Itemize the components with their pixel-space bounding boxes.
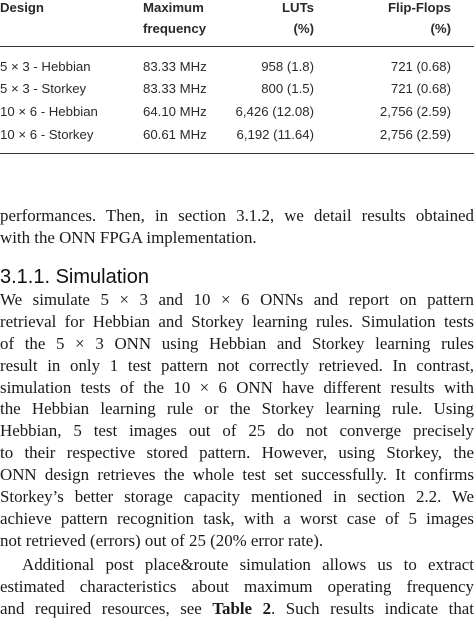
header-flip-flops: Flip-Flops: [388, 0, 451, 15]
intro-paragraph: [0, 205, 474, 249]
text-line: Hebbian, 5 test images out of 25 do not converge precisely: [0, 421, 474, 441]
header-max-frequency-line2: frequency: [143, 21, 207, 36]
cell-design: 5 × 3 - Hebbian: [0, 59, 91, 74]
cell-design: 5 × 3 - Storkey: [0, 81, 87, 96]
text-line: We simulate 5 × 3 and 10 × 6 ONNs and report on pattern: [0, 290, 474, 309]
text-segment: . Such results indicate that: [271, 598, 474, 618]
text-line: the Hebbian learning rule or the Storkey learning rule. Using: [0, 399, 474, 419]
cell-flip-flops: 721 (0.68): [390, 59, 451, 74]
cell-frequency: 83.33 MHz: [143, 59, 207, 74]
table-row: [0, 57, 474, 77]
text-line: estimated characteristics about maximum operating frequency: [0, 576, 474, 596]
text-line: to their respective stored pattern. However, using Storkey, the: [0, 443, 474, 463]
text-line: performances. Then, in section 3.1.2, we detail results obtained: [0, 206, 474, 225]
cell-luts: 800 (1.5): [261, 81, 314, 96]
table-bottom-rule: [0, 153, 474, 154]
text-line: retrieval for Hebbian and Storkey learning rules. Simulation tests: [0, 311, 474, 331]
table-row: [0, 125, 474, 145]
header-flip-flops-unit: (%): [430, 21, 451, 36]
cell-luts: 6,426 (12.08): [235, 104, 314, 119]
cell-luts: 6,192 (11.64): [236, 127, 314, 142]
table-header-rule: [0, 46, 474, 47]
text-line: simulation tests of the 10 × 6 ONN have different results with: [0, 377, 474, 397]
text-segment: and required resources, see: [0, 598, 202, 618]
text-line: of the 5 × 3 ONN using Hebbian and Storkey learning rules: [0, 333, 474, 353]
section-heading: 3.1.1. Simulation: [0, 266, 149, 288]
table-header-row-2: [0, 19, 474, 39]
header-design: Design: [0, 0, 44, 15]
text-line: result in only 1 test pattern not correctly retrieved. In contrast,: [0, 355, 474, 375]
header-max-frequency: Maximum: [143, 0, 204, 15]
cell-design: 10 × 6 - Storkey: [0, 127, 94, 142]
header-luts: LUTs: [282, 0, 314, 15]
cell-luts: 958 (1.8): [261, 59, 314, 74]
cell-flip-flops: 721 (0.68): [390, 81, 451, 96]
table-2-reference[interactable]: Table 2: [212, 598, 272, 618]
text-line: Additional post place&route simulation allows us to extract: [22, 555, 474, 574]
text-line: ONN design retrieves the whole test set successfully. It confirms: [0, 465, 474, 485]
table-row: [0, 102, 474, 122]
cell-frequency: 83.33 MHz: [143, 81, 207, 96]
text-line: with the ONN FPGA implementation.: [0, 227, 257, 247]
cell-flip-flops: 2,756 (2.59): [379, 104, 451, 119]
text-line: not retrieved (errors) out of 25 (20% error rate).: [0, 530, 324, 550]
header-luts-unit: (%): [293, 21, 314, 36]
resources-paragraph: [0, 554, 474, 620]
table-header-row-1: [0, 0, 474, 18]
cell-frequency: 60.61 MHz: [143, 127, 207, 142]
text-line: [0, 598, 474, 620]
text-line: Storkey’s better storage capacity mentioned in section 2.2. We: [0, 487, 474, 507]
cell-flip-flops: 2,756 (2.59): [379, 127, 451, 142]
simulation-paragraph: [0, 289, 474, 552]
cell-design: 10 × 6 - Hebbian: [0, 104, 98, 119]
text-line: achieve pattern recognition task, with a worst case of 5 images: [0, 508, 474, 528]
cell-frequency: 64.10 MHz: [143, 104, 207, 119]
table-row: [0, 79, 474, 99]
